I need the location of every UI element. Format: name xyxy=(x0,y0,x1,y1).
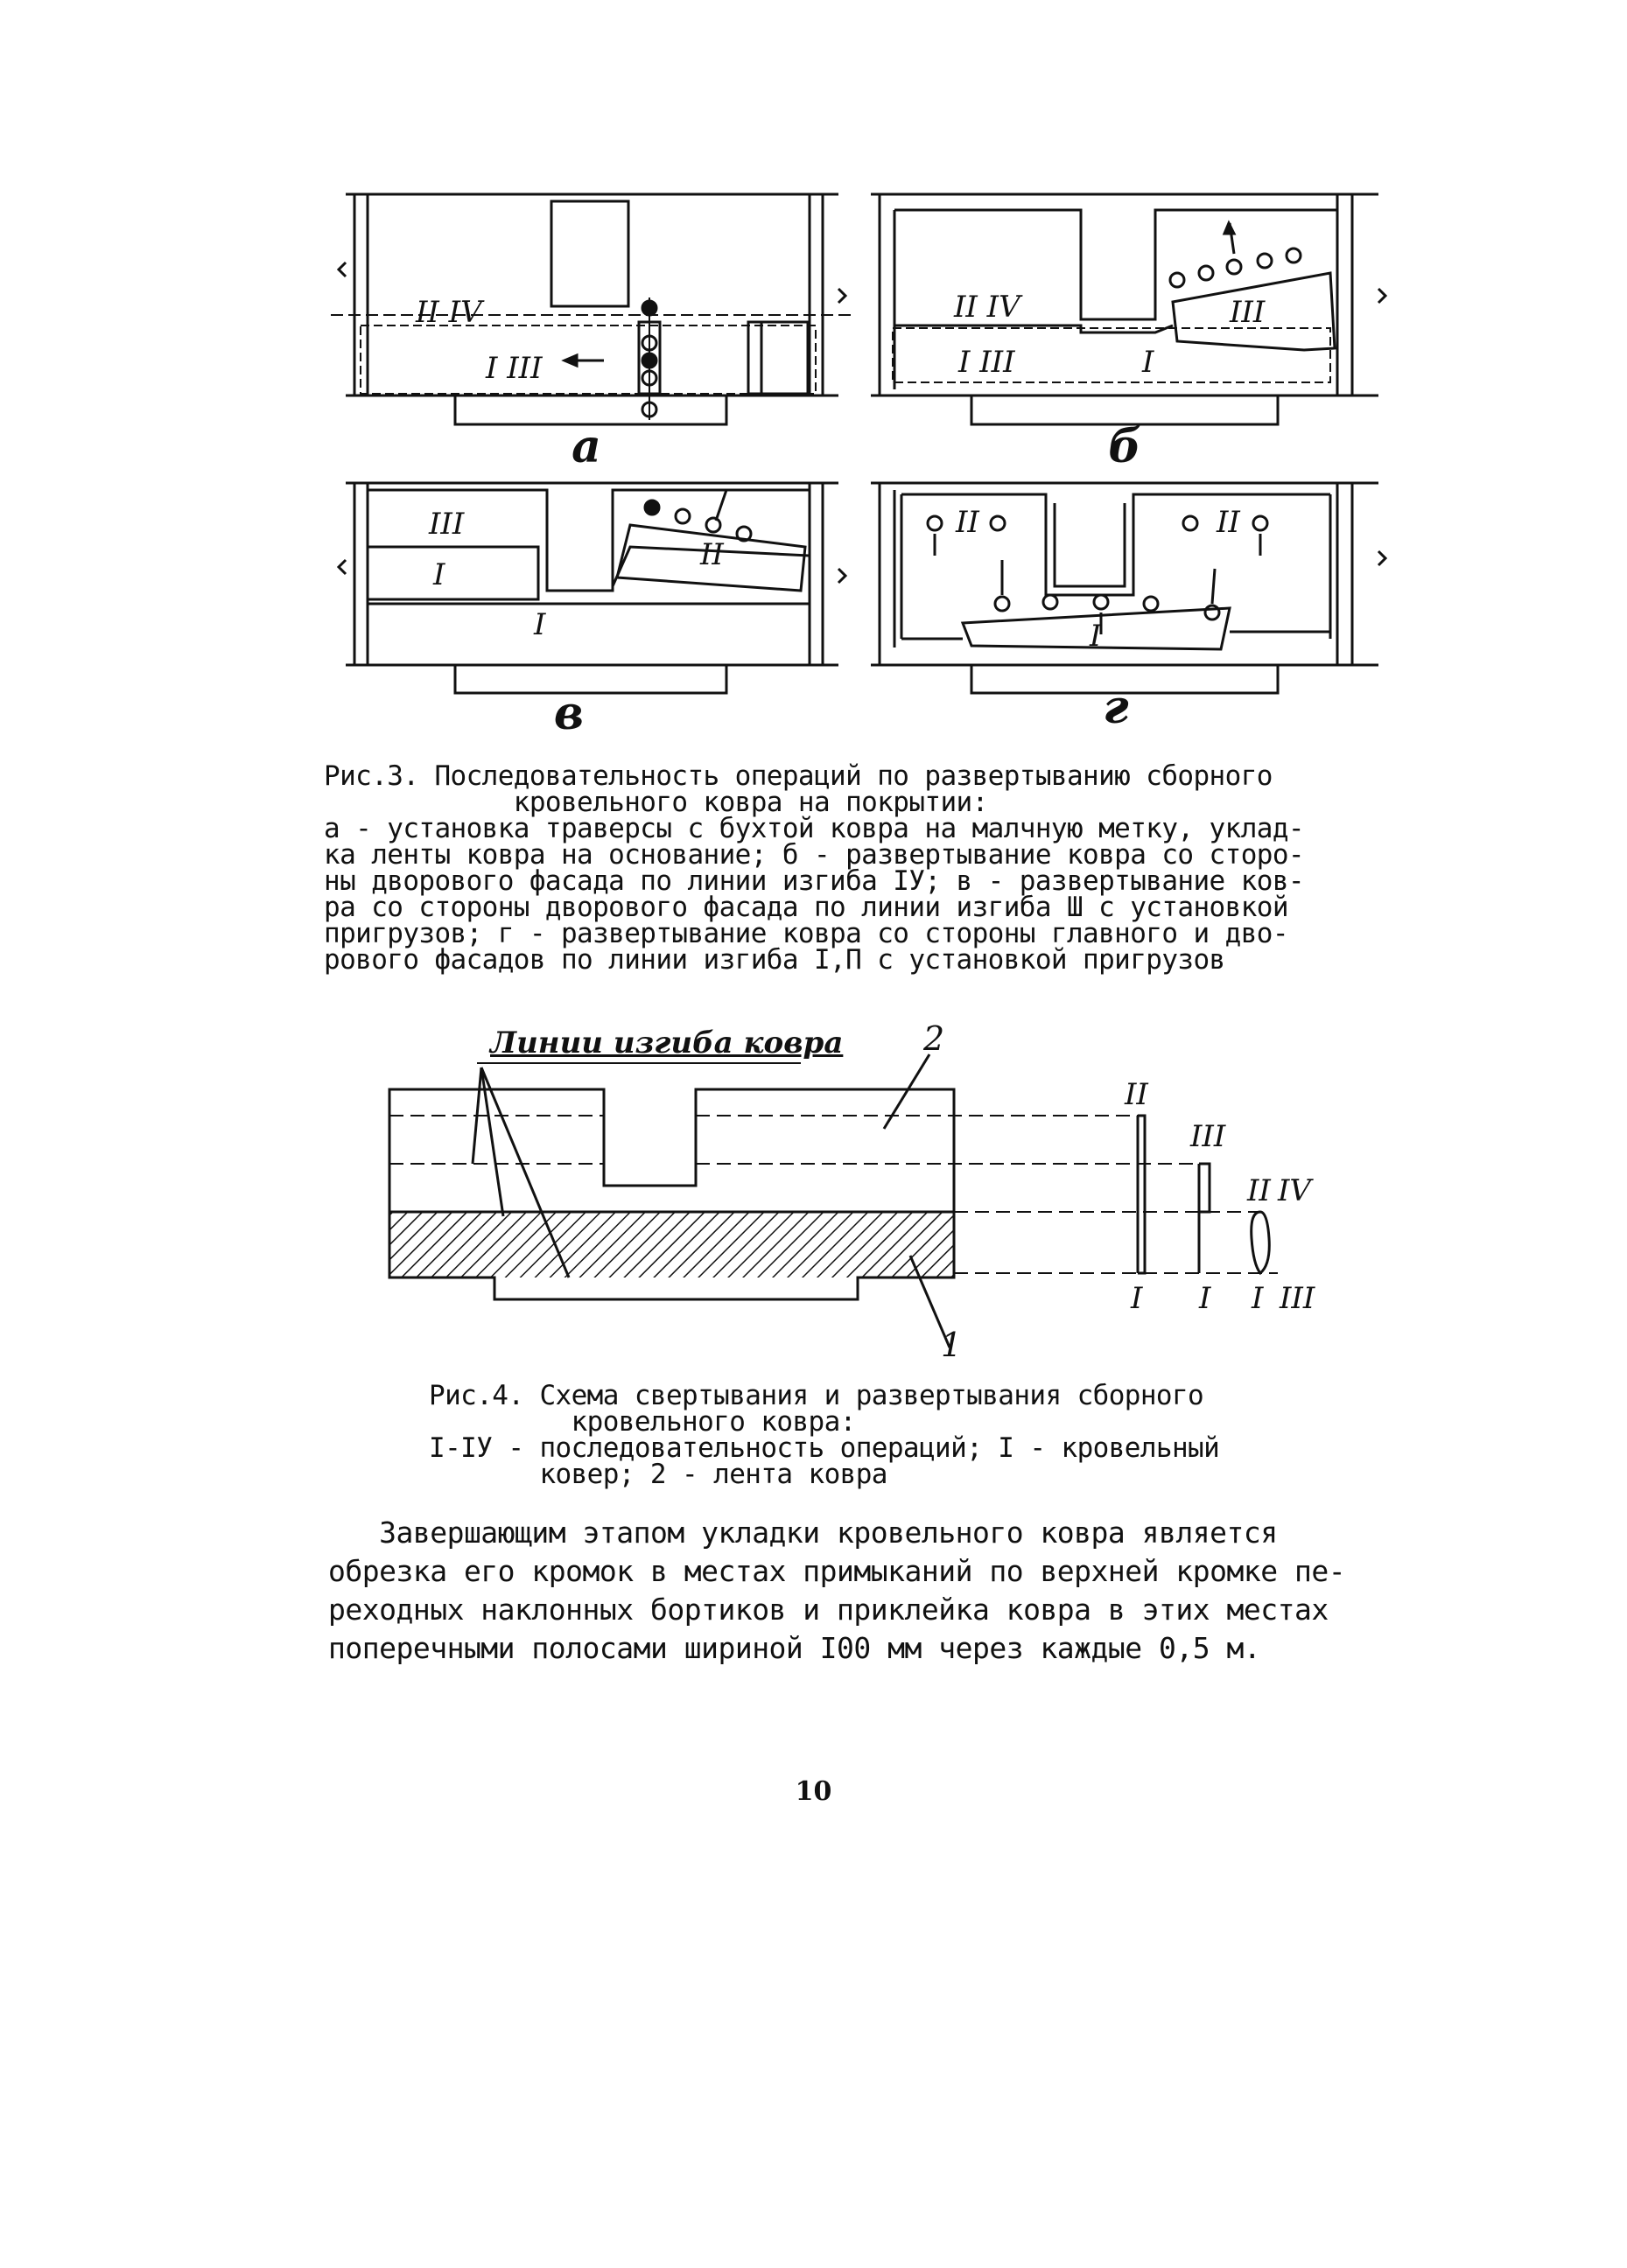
panel-b-drawing xyxy=(871,194,1385,424)
page-number: 10 xyxy=(795,1776,832,1807)
fig3-caption-line-5: пригрузов; г - развертывание ковра со стороны главного и дво- xyxy=(324,918,1288,949)
fig4-caption-line-3: I-IУ - последовательность операций; I - кровельный xyxy=(429,1432,1220,1464)
fold-label-bot-c2: III xyxy=(1280,1281,1315,1316)
fig4-caption-line-4: ковер; 2 - лента ковра xyxy=(429,1459,887,1490)
body-line-1: Завершающим этапом укладки кровельного ковра является xyxy=(328,1516,1278,1550)
panel-b-roman-bottom: I III xyxy=(958,345,1015,380)
fold-label-top-c2: IV xyxy=(1278,1173,1311,1208)
panel-g-roman-right: II xyxy=(1217,505,1240,540)
panel-v-roman-strip: II xyxy=(700,537,724,572)
callout-2: 2 xyxy=(923,1019,945,1058)
panel-letter-a: а xyxy=(572,420,601,473)
panel-g-roman-bottom: I xyxy=(1090,619,1102,654)
fig3-caption-line-4: ра со стороны дворового фасада по линии изгиба Ш с установкой xyxy=(324,892,1288,923)
fold-label-top-a: II xyxy=(1125,1077,1148,1112)
fig3-caption-line-6: рового фасадов по линии изгиба I,П с установкой пригрузов xyxy=(324,944,1225,976)
panel-b-roman-right: I xyxy=(1142,345,1154,380)
fig3-caption-line-1: а - установка траверсы с бухтой ковра на малчную метку, уклад- xyxy=(324,813,1304,844)
panel-g-roman-left: II xyxy=(956,505,979,540)
fold-label-bot-c1: I xyxy=(1252,1281,1264,1316)
panel-a-roman-bottom: I III xyxy=(486,351,543,386)
panel-v-roman-top: III xyxy=(429,507,465,542)
fig4-caption-line-2: кровельного ковра: xyxy=(429,1406,856,1438)
body-line-3: реходных наклонных бортиков и приклейка ковра в этих местах xyxy=(328,1592,1329,1627)
fig3-caption-line-2: ка ленты ковра на основание; б - развертывание ковра со сторо- xyxy=(324,839,1304,871)
panel-v-roman-bottom: I xyxy=(534,607,546,642)
panel-letter-b: б xyxy=(1108,420,1141,473)
panel-b-roman-top: II IV xyxy=(954,290,1020,325)
fold-label-bot-b: I xyxy=(1199,1281,1211,1316)
callout-1: 1 xyxy=(941,1326,963,1364)
fold-label-top-b: III xyxy=(1190,1119,1226,1154)
panel-g-drawing xyxy=(871,483,1385,693)
body-line-4: поперечными полосами шириной I00 мм через каждые 0,5 м. xyxy=(328,1631,1261,1665)
panel-a-roman-top: II IV xyxy=(416,295,482,330)
fig3-caption-title: Рис.3. Последовательность операций по развертыванию сборного кровельного ковра на покрытии: xyxy=(324,760,1273,818)
body-line-2: обрезка его кромок в местах примыканий по верхней кромке пе- xyxy=(328,1554,1346,1588)
panel-letter-v: в xyxy=(553,687,585,740)
fold-label-top-c1: II xyxy=(1247,1173,1271,1208)
fig4-caption-line-1: Рис.4. Схема свертывания и развертывания сборного xyxy=(429,1380,1204,1411)
panel-b-roman-strip: III xyxy=(1230,295,1266,330)
panel-v-roman-mid: I xyxy=(433,557,445,592)
fold-lines-label: Линии изгиба ковра xyxy=(490,1026,844,1060)
panel-v-drawing xyxy=(339,483,845,693)
panel-letter-g: г xyxy=(1103,681,1129,734)
panel-a-drawing xyxy=(331,194,853,424)
fig3-caption-line-3: ны дворового фасада по линии изгиба IУ; в - развертывание ков- xyxy=(324,865,1304,897)
fold-label-bot-a: I xyxy=(1131,1281,1143,1316)
